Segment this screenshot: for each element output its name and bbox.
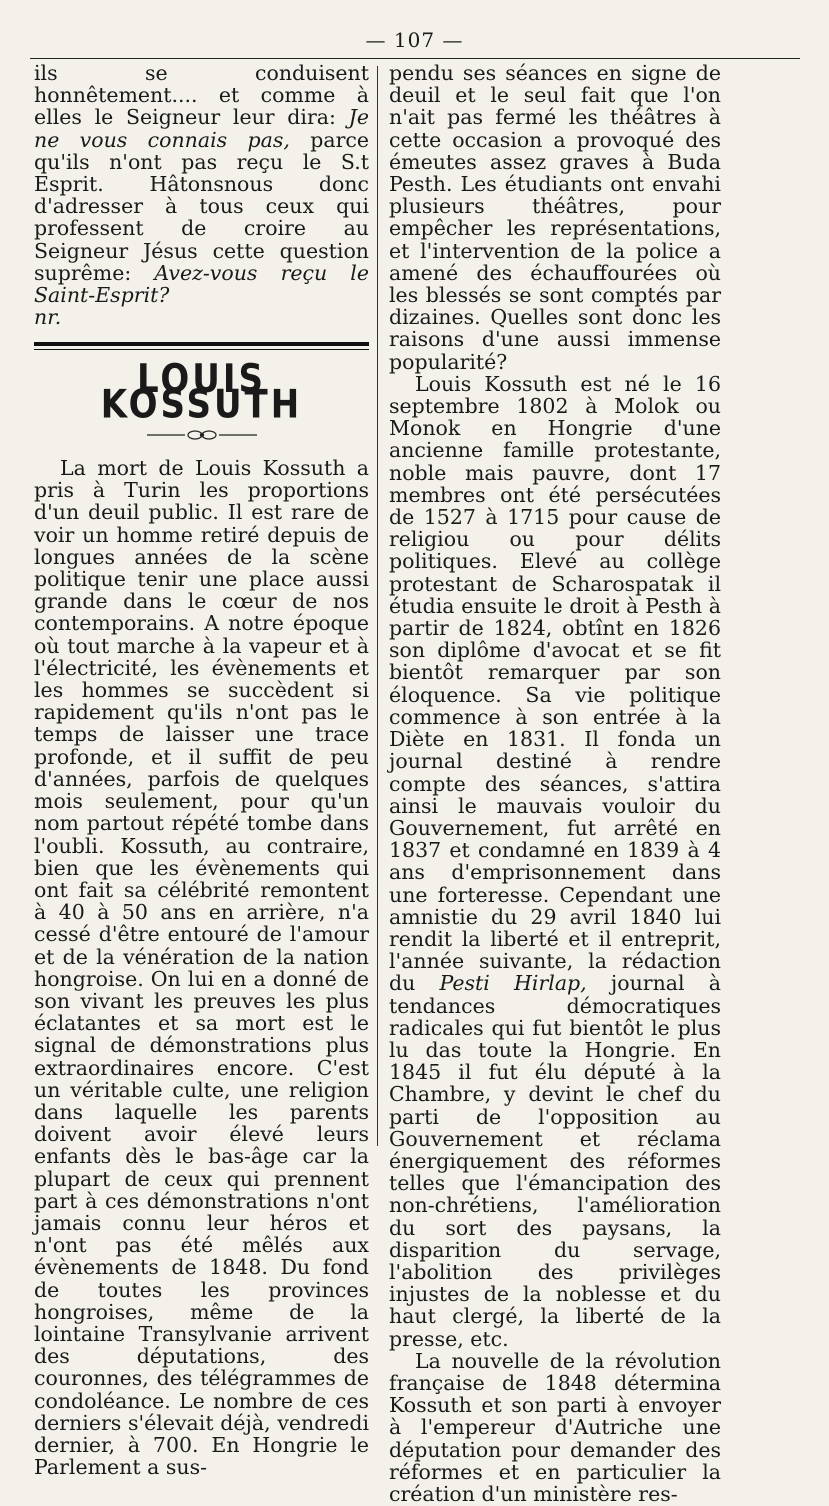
page-number: — 107 — [365, 28, 464, 52]
header-rule [30, 58, 800, 59]
article-paragraph-3 [389, 373, 721, 1350]
article-paragraph-2: pendu ses séances en signe de deuil et le seul fait que l'on n'ait pas fermé les théâtres à cette occasion a provoqué des émeutes assez graves à Buda Pesth. Les étudiants ont envahi plusieurs théâtres, pour empêcher les représentations, et l'intervention de la police a amené des échauffourées où les blessés se sont comptés par dizaines. Quelles sont donc les raisons d'une aussi immense popularité? [389, 61, 721, 374]
article-paragraph-1: La mort de Louis Kossuth a pris à Turin les proportions d'un deuil public. Il est rare de voir un homme retiré depuis de longues années de la scène politique tenir une place aussi grande dans le cœur de nos contemporains. A notre époque où tout marche à la vapeur et à l'électricité, les évènements et les hommes se succèdent si rapidement qu'ils n'ont pas le temps de laisser une trace profonde, et il suffit de peu d'années, parfois de quelques mois seulement, pour qu'un nom partout répété tombe dans l'oubli. Kossuth, au contraire, bien que les évènements qui ont fait sa célébrité remontent à 40 à 50 ans en arrière, n'a cessé d'être entouré de l'amour et de la vénération de la nation hongroise. On lui en a donné de son vivant les preuves les plus éclatantes et sa mort est le signal de démonstrations plus extraordinaires encore. C'est un véritable culte, une religion dans laquelle les parents doivent avoir élevé leurs enfants dès le bas-âge car la plupart de ceux qui prennent part à ces démonstrations n'ont jamais connu leur héros et n'ont pas été mêlés aux évènements de 1848. Du fond de toutes les provinces hongroises, même de la lointaine Transylvanie arrivent des députations, des couronnes, des télégrammes de condoléance. Le nombre de ces derniers s'élevait déjà, vendredi dernier, à 700. En Hongrie le Parlement a sus- [34, 456, 369, 1480]
column-separator [377, 66, 378, 1146]
biography-text-1: Louis Kossuth est né le 16 septembre 1802 à Molok ou Monok en Hongrie d'une ancienne famille protestante, noble mais pauvre, dont 17 membres ont été persécutées de 1527 à 1715 pour cause de religiou ou pour délits politiques. Elevé au collège protestant de Scharospatak il étudia ensuite le droit à Pesth à partir de 1824, obtînt en 1826 son diplôme d'avocat et se fit bientôt remarquer par son éloquence. Sa vie politique commence à son entrée à la Diète en 1831. Il fonda un journal destiné à rendre compte des séances, s'attira ainsi le mauvais vouloir du Gouvernement, fut arrêté en 1837 et condamné en 1839 à 4 ans d'emprisonnement dans une forteresse. Cependant une amnistie du 29 avril 1840 lui rendit la liberté et il entreprit, l'année suivante, la rédaction du [389, 371, 721, 996]
article-title: LOUIS KOSSUTH [100, 356, 303, 429]
biography-text-2: journal à tendances démocratiques radicales qui fut bientôt le plus lu das toute la Hongrie. En 1845 il fut élu député à la Chambre, y devint le chef du parti de l'opposition au Gouvernement et réclama énergiquement des réformes telles que l'émancipation des non-chrétiens, l'amélioration du sort des paysans, la disparition du servage, l'abolition des privilèges injustes de la noblesse et du haut clergé, la liberté de la presse, etc. [389, 971, 721, 1351]
right-column [389, 62, 721, 1505]
article-paragraph-4: La nouvelle de la révolution française de 1848 détermina Kossuth et son parti à envoyer à l'empereur d'Autriche une députation pour demander des réformes et en particulier la création d'un ministère res- [389, 1348, 721, 1506]
left-column [34, 62, 369, 1478]
newspaper-name: Pesti Hirlap, [439, 971, 587, 996]
intro-question: Avez-vous reçu le Saint-Esprit? [34, 260, 369, 308]
intro-text-1: ils se conduisent honnêtement.... et comme à elles le Seigneur leur dira: [34, 61, 369, 130]
signature: nr. [34, 305, 62, 330]
intro-paragraph [34, 62, 369, 306]
intro-text-2: parce qu'ils n'ont pas reçu le S.t Esprit. Hâtonsnous donc d'adresser à tous ceux qui professent de croire au Seigneur Jésus cette question suprême: [34, 127, 369, 285]
intro-quote: Je ne vous connais pas, [34, 105, 369, 152]
title-rule [34, 342, 369, 350]
